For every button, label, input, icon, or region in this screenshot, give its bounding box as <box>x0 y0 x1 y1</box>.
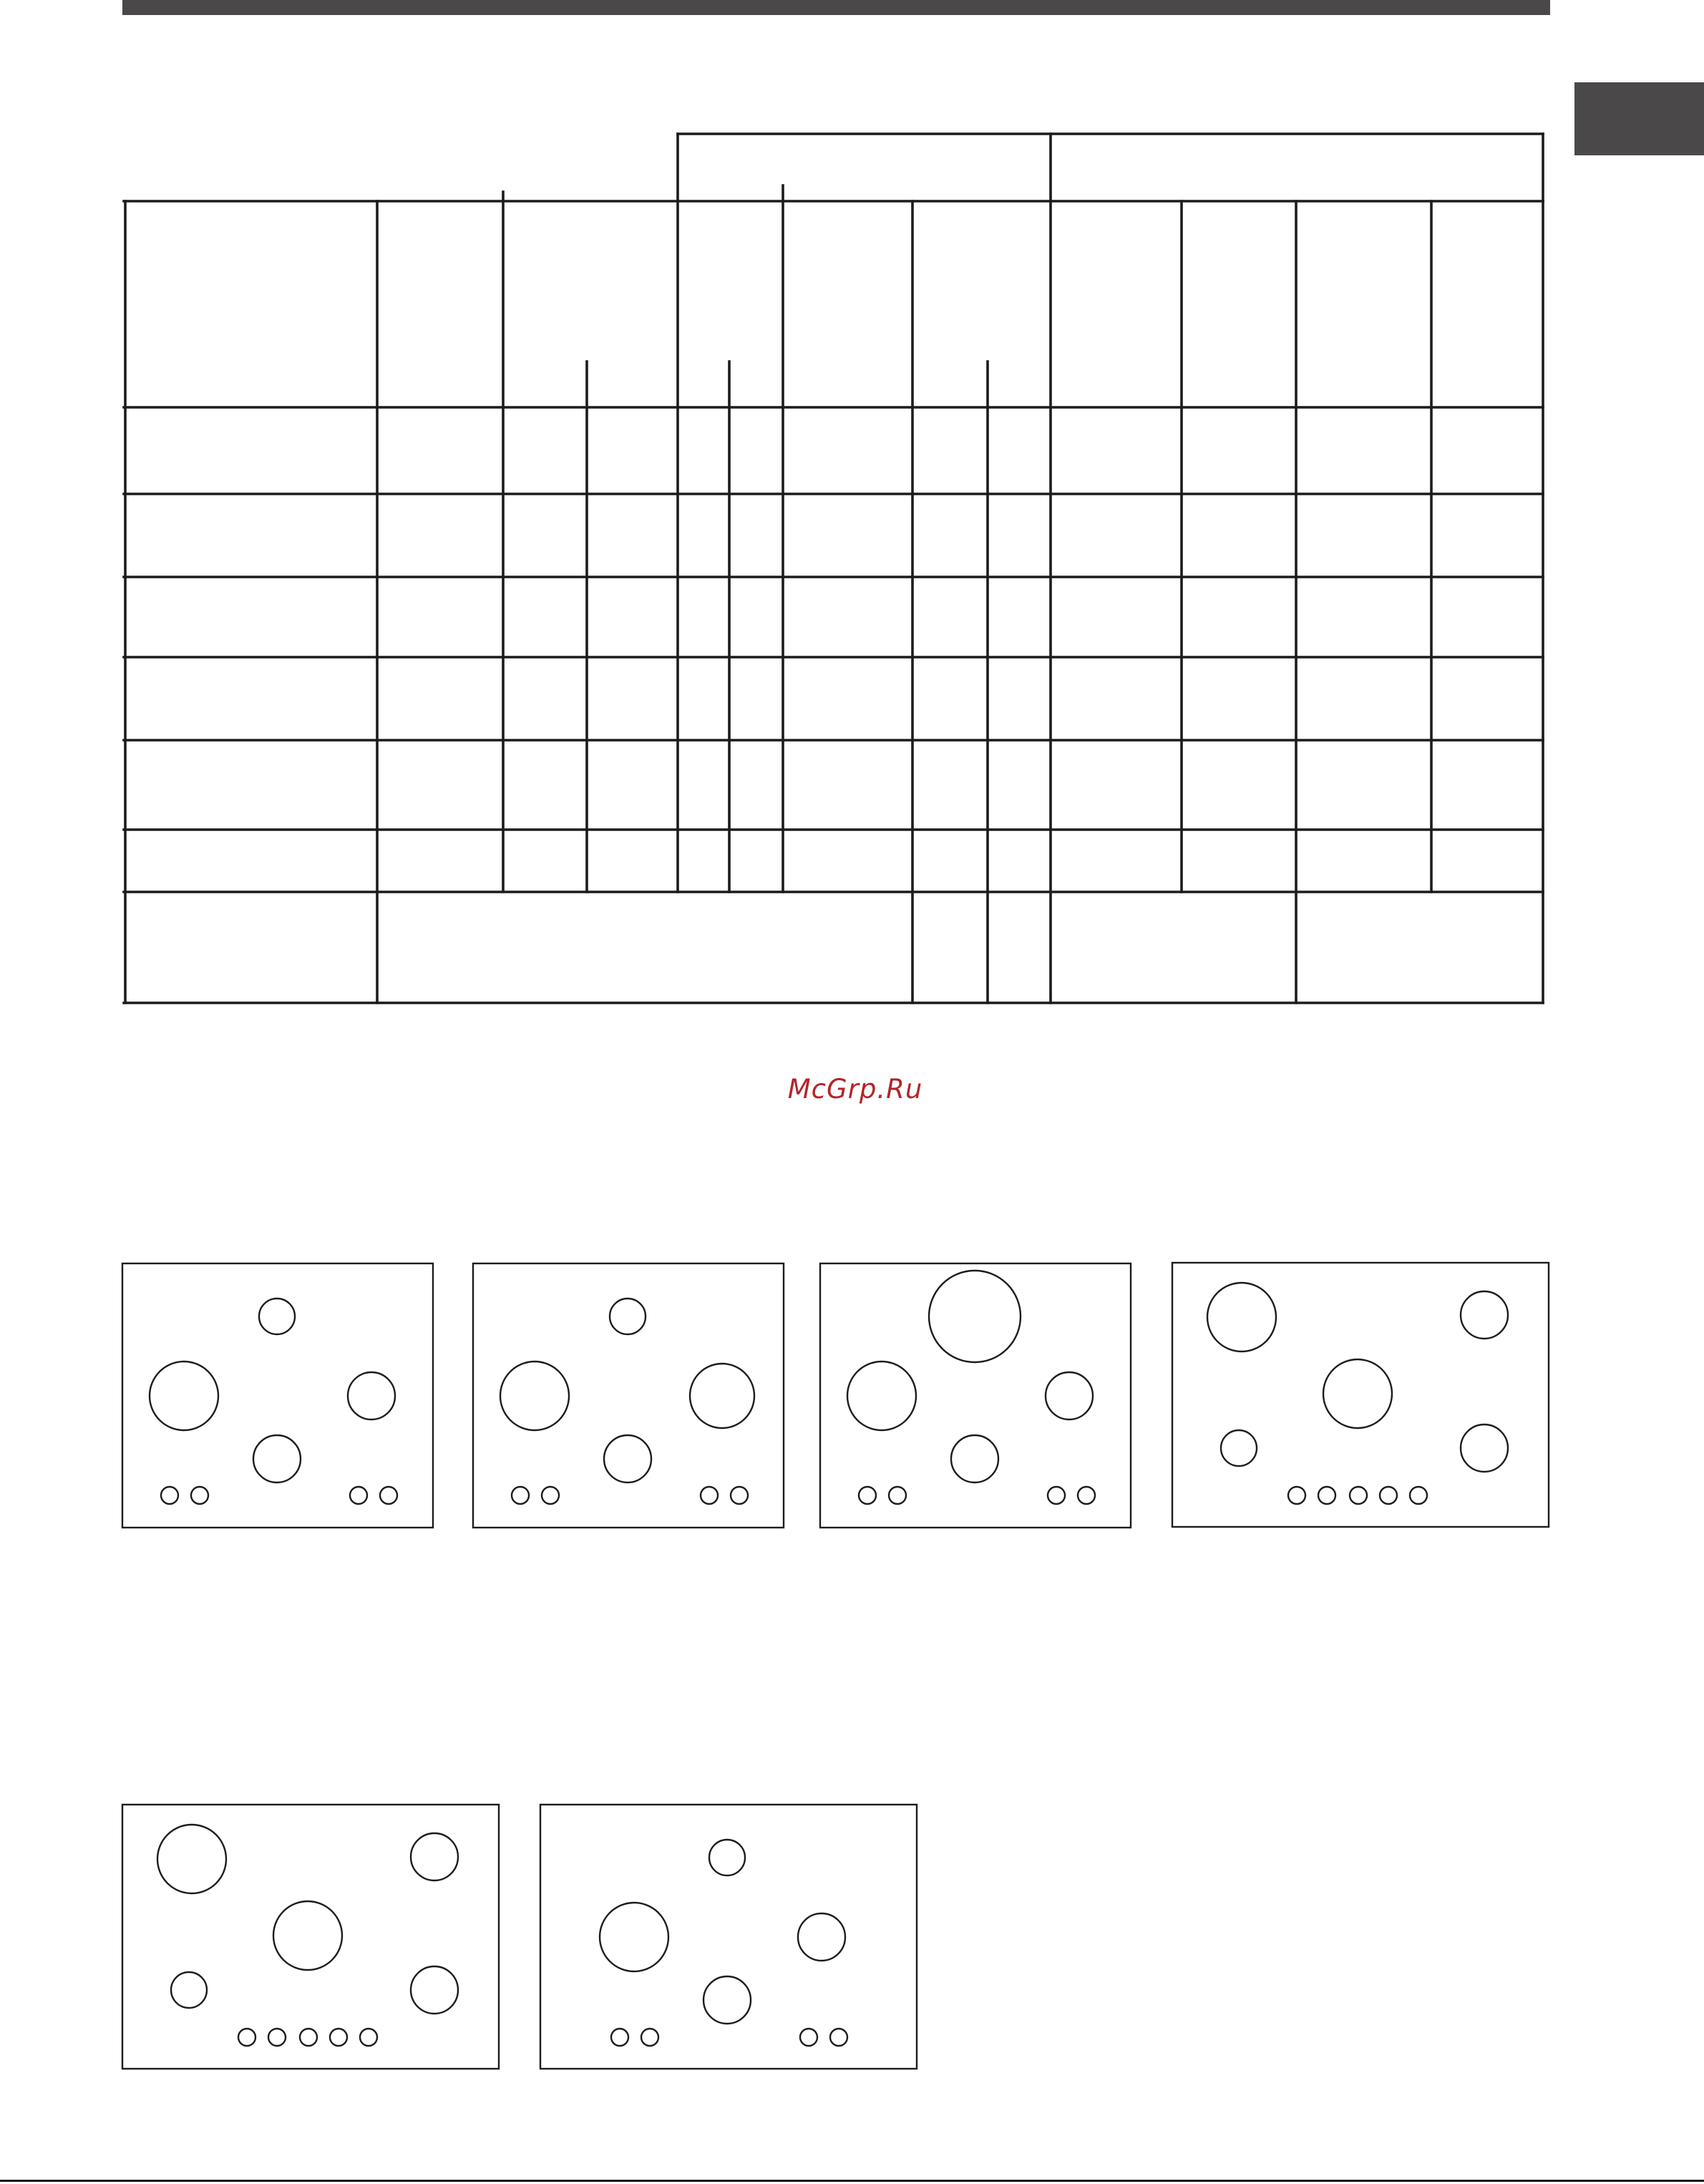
knob <box>300 2029 317 2046</box>
burner <box>604 1435 651 1482</box>
burner <box>951 1435 998 1482</box>
hob-layout-2 <box>473 1263 784 1528</box>
knob <box>830 2029 847 2046</box>
footer-rule <box>0 2180 1704 2182</box>
knob <box>1318 1487 1335 1504</box>
knob <box>330 2029 347 2046</box>
burner <box>348 1372 395 1419</box>
hob-outline <box>540 1805 917 2069</box>
knob <box>611 2029 628 2046</box>
burner <box>1461 1425 1508 1472</box>
knob <box>1350 1487 1367 1504</box>
burner <box>171 1972 207 2008</box>
burner <box>150 1362 218 1430</box>
knob <box>161 1487 178 1504</box>
hob-layout-5 <box>122 1805 499 2069</box>
burner <box>411 1966 458 2014</box>
knob <box>859 1487 876 1504</box>
knob <box>360 2029 377 2046</box>
burner <box>1323 1359 1392 1428</box>
knob <box>731 1487 748 1504</box>
knob <box>542 1487 559 1504</box>
burner <box>259 1299 295 1334</box>
burner <box>253 1435 301 1482</box>
knob <box>641 2029 658 2046</box>
burner <box>690 1364 754 1428</box>
burner <box>1221 1430 1257 1466</box>
knob <box>191 1487 208 1504</box>
burner <box>610 1299 646 1334</box>
knob <box>512 1487 529 1504</box>
hob-layout-3 <box>820 1263 1131 1528</box>
burner <box>929 1271 1021 1362</box>
burner <box>500 1362 569 1430</box>
burner <box>1207 1283 1276 1351</box>
knob <box>1078 1487 1095 1504</box>
hob-layout-1 <box>122 1263 433 1528</box>
burner <box>798 1913 845 1961</box>
burner <box>273 1901 342 1970</box>
hob-layout-6 <box>540 1805 917 2069</box>
watermark-text: McGrp.Ru <box>787 1074 923 1105</box>
knob <box>800 2029 817 2046</box>
burner <box>847 1362 916 1430</box>
burner <box>709 1840 745 1875</box>
knob <box>889 1487 906 1504</box>
burner <box>703 1976 751 2024</box>
burner <box>600 1903 668 1971</box>
knob <box>1048 1487 1065 1504</box>
knob <box>380 1487 397 1504</box>
hob-layout-4 <box>1172 1263 1549 1527</box>
burner <box>1461 1291 1508 1339</box>
knob <box>1288 1487 1305 1504</box>
knob <box>268 2029 286 2046</box>
knob <box>1380 1487 1397 1504</box>
knob <box>701 1487 718 1504</box>
knob <box>1410 1487 1427 1504</box>
knob <box>350 1487 367 1504</box>
burner <box>411 1833 458 1880</box>
burner <box>1046 1372 1093 1419</box>
burner <box>157 1825 226 1893</box>
knob <box>238 2029 255 2046</box>
